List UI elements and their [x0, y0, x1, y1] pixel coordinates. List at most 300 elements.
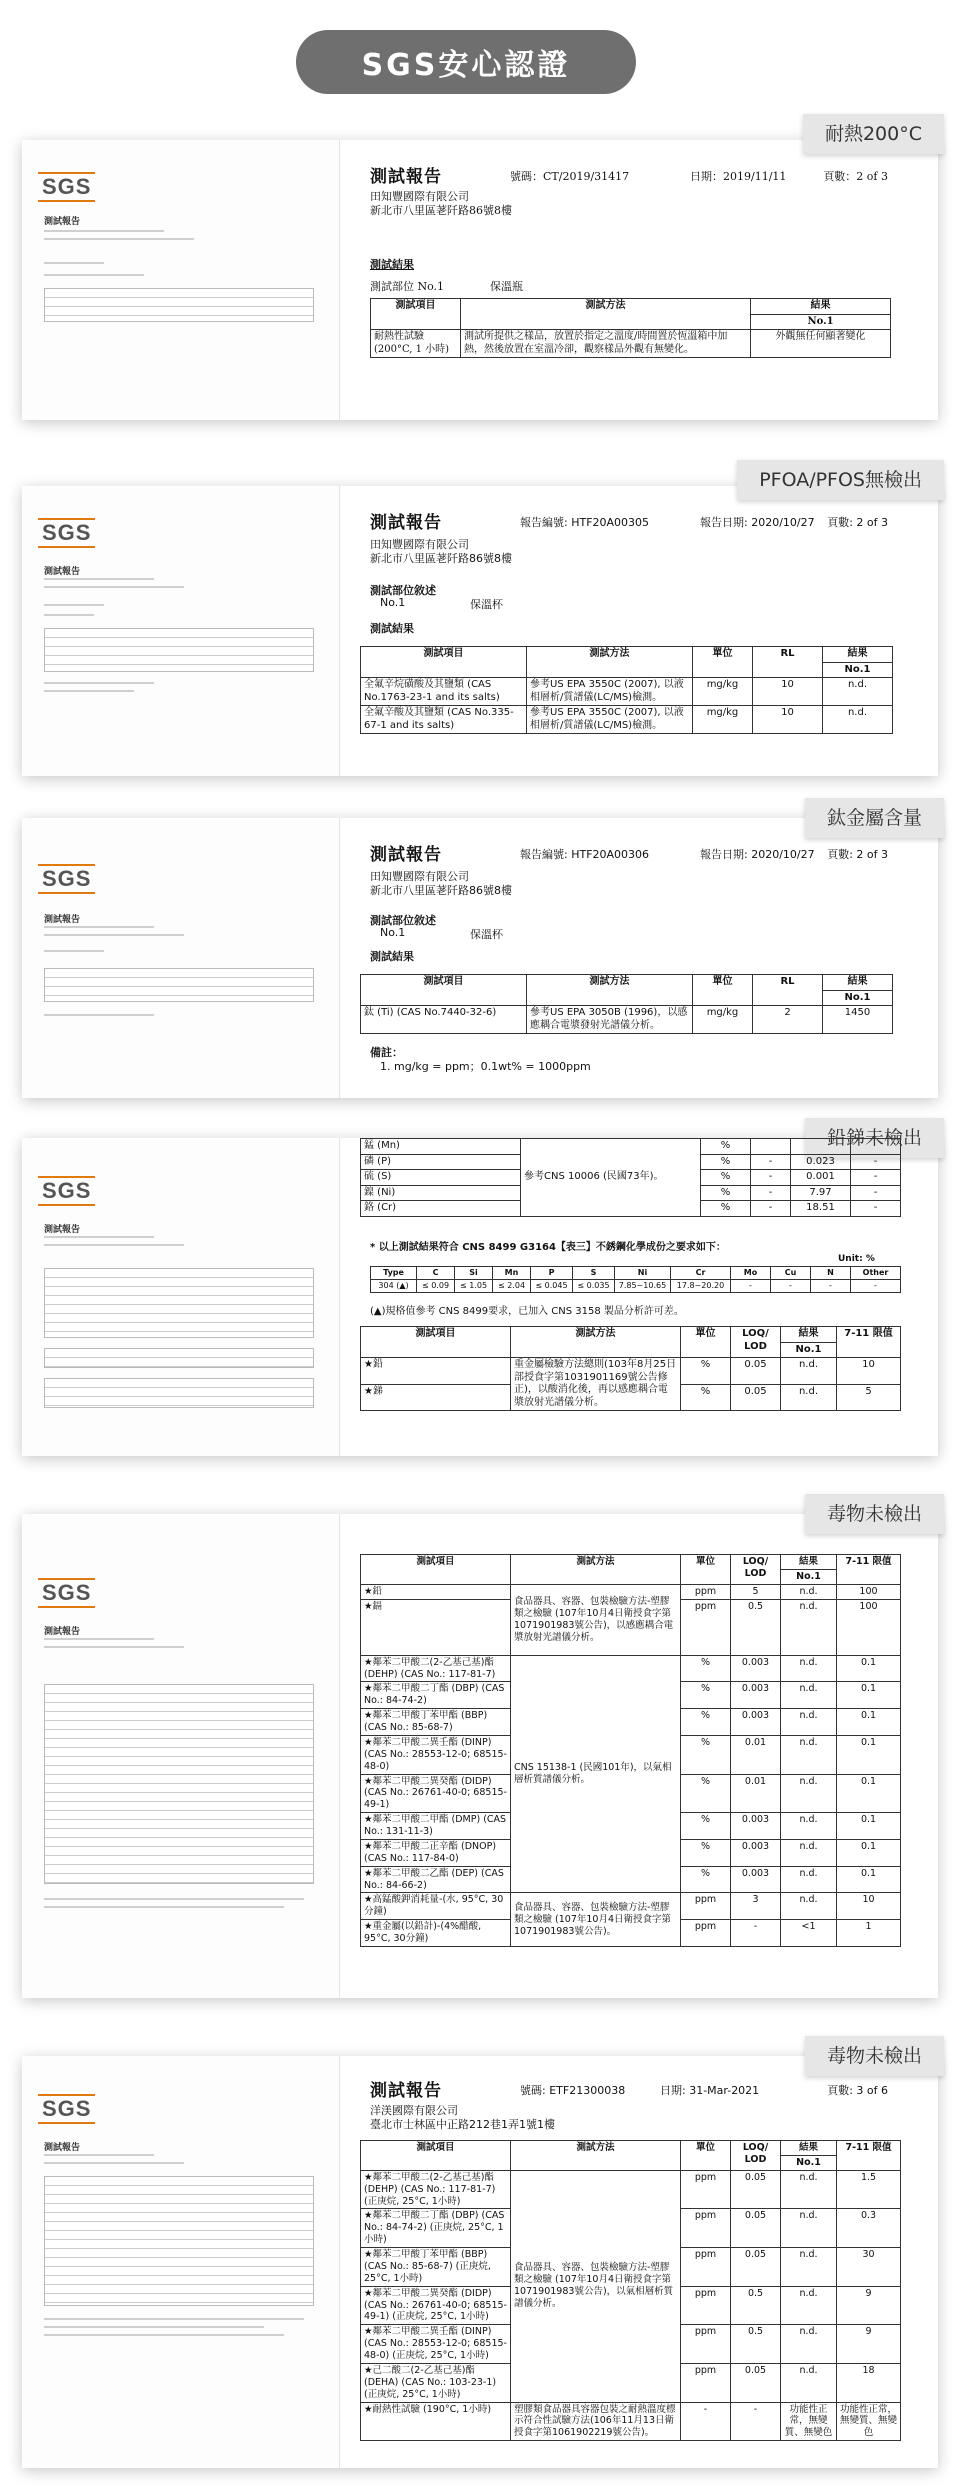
- table-cell: %: [681, 1866, 731, 1893]
- table-cell: ≤ 0.09: [417, 1280, 455, 1293]
- company-name: 田知豐國際有限公司: [370, 870, 469, 883]
- table-cell: 0.023: [791, 1154, 851, 1170]
- table-cell: n.d.: [823, 678, 893, 706]
- part-label: 測試部位敘述: [370, 914, 436, 927]
- table-cell: 0.5: [731, 1599, 781, 1655]
- table-cell: 參考US EPA 3550C (2007), 以液相層析/質譜儀(LC/MS)檢測。: [527, 678, 693, 706]
- page-title: SGS安心認證: [361, 48, 571, 83]
- table-cell: 0.3: [837, 2209, 901, 2248]
- table-cell: 耐熱性試驗 (200°C, 1 小時): [371, 330, 461, 358]
- table-cell: 參考US EPA 3550C (2007), 以液相層析/質譜儀(LC/MS)檢測。: [527, 706, 693, 734]
- table-header-cell: 結果: [781, 2141, 837, 2156]
- report-date: 日期：2019/11/11: [690, 170, 787, 183]
- table-cell: n.d.: [781, 1774, 837, 1813]
- report-date: 日期: 31-Mar-2021: [660, 2084, 760, 2097]
- results-table: [360, 1554, 901, 1947]
- table-header-cell: RL: [753, 647, 823, 678]
- triangle-note: (▲)規格值參考 CNS 8499要求，已加入 CNS 3158 製品分析許可差。: [370, 1306, 684, 1317]
- table-header-cell: S: [573, 1267, 615, 1280]
- table-cell: 0.05: [731, 1358, 781, 1385]
- table-header-cell: Cu: [771, 1267, 811, 1280]
- table-cell: 10: [837, 1893, 901, 1920]
- element-table: [360, 1138, 901, 1217]
- table-cell: 鈦 (Ti) (CAS No.7440-32-6): [361, 1006, 527, 1034]
- table-header-cell: 測試項目: [361, 2141, 511, 2171]
- company-address: 新北市八里區荖阡路86號8樓: [370, 204, 512, 217]
- table-header-cell: 測試方法: [527, 647, 693, 678]
- note-label: 備註：: [370, 1046, 403, 1059]
- table-cell: ★己二酸二(2-乙基己基)酯 (DEHA) (CAS No.: 103-23-1) (正庚烷, 25°C, 1小時): [361, 2363, 511, 2402]
- report-title: 測試報告: [370, 513, 442, 533]
- table-cell: 測試所提供之樣品，放置於指定之溫度/時間置於恆溫箱中加熱，然後放置在室溫冷卻，觀察樣品外觀有無變化。: [461, 330, 751, 358]
- table-cell: 2: [753, 1006, 823, 1034]
- table-cell: %: [701, 1154, 751, 1170]
- table-cell: n.d.: [781, 2209, 837, 2248]
- results-table: [370, 298, 891, 358]
- section-heading: 測試結果: [370, 622, 414, 635]
- company-address: 新北市八里區荖阡路86號8樓: [370, 884, 512, 897]
- table-row: [371, 1280, 901, 1293]
- report-date: 報告日期: 2020/10/27: [700, 848, 815, 861]
- report-card-heat: [22, 123, 938, 420]
- report-thumbnail: SGS 測試報告: [22, 2056, 340, 2468]
- table-cell: 100: [837, 1584, 901, 1599]
- table-header-cell: LOQ/ LOD: [731, 2141, 781, 2171]
- table-header-cell: Si: [455, 1267, 493, 1280]
- table-cell: 0.05: [731, 2170, 781, 2209]
- table-cell: 食品器具、容器、包裝檢驗方法-塑膠類之檢驗 (107年10月4日衛授食字第1071901983號公告)。: [511, 1893, 681, 1947]
- table-header-cell: No.1: [781, 1569, 837, 1584]
- table-cell: -: [751, 1154, 791, 1170]
- table-cell: %: [681, 1774, 731, 1813]
- table-cell: 1.5: [837, 2170, 901, 2209]
- table-header-cell: 測試方法: [527, 975, 693, 1006]
- table-cell: ★鄰苯二甲酸二(2-乙基己基)酯 (DEHP) (CAS No.: 117-81-7): [361, 1655, 511, 1682]
- table-cell: -: [811, 1280, 851, 1293]
- badge-lead-antimony: 鉛銻未檢出: [805, 1118, 944, 1158]
- table-cell: 參考US EPA 3050B (1996)，以感應耦合電漿發射光譜儀分析。: [527, 1006, 693, 1034]
- part-number: No.1: [380, 596, 406, 609]
- report-number: 號碼：CT/2019/31417: [510, 170, 630, 183]
- table-cell: 0.1: [837, 1813, 901, 1840]
- table-cell: n.d.: [781, 2325, 837, 2364]
- table-cell: ★鄰苯二甲酸二正辛酯 (DNOP) (CAS No.: 117-84-0): [361, 1839, 511, 1866]
- table-header-cell: No.1: [823, 990, 893, 1006]
- badge-heat-resistant: 耐熱200°C: [803, 114, 944, 154]
- table-header-cell: No.1: [823, 662, 893, 678]
- sgs-logo: SGS: [42, 1580, 92, 1605]
- table-header-cell: Ni: [615, 1267, 671, 1280]
- table-cell: -: [771, 1280, 811, 1293]
- table-cell: %: [681, 1839, 731, 1866]
- table-cell: 0.1: [837, 1709, 901, 1736]
- section-heading: 測試結果: [370, 950, 414, 963]
- table-cell: -: [751, 1185, 791, 1201]
- table-cell: 食品器具、容器、包裝檢驗方法-塑膠類之檢驗 (107年10月4日衛授食字第1071901983號公告)，以氣相層析質譜儀分析。: [511, 2170, 681, 2402]
- table-cell: 304 (▲): [371, 1280, 417, 1293]
- table-cell: 18: [837, 2363, 901, 2402]
- table-row: [361, 1006, 893, 1034]
- results-table: [360, 1326, 901, 1411]
- badge-pfoa-pfos: PFOA/PFOS無檢出: [737, 460, 944, 500]
- table-header-cell: N: [811, 1267, 851, 1280]
- table-row: [361, 1893, 901, 1920]
- table-cell: -: [751, 1201, 791, 1217]
- company-address: 臺北市士林區中正路212巷1弄1號1樓: [370, 2118, 555, 2131]
- report-title: 測試報告: [370, 845, 442, 865]
- table-cell: %: [681, 1682, 731, 1709]
- table-header-cell: 測試項目: [371, 299, 461, 330]
- part-name: 保溫杯: [470, 598, 503, 611]
- table-header-cell: P: [531, 1267, 573, 1280]
- badge-toxins: 毒物未檢出: [805, 1494, 944, 1534]
- report-page: 頁數: 3 of 6: [827, 2084, 888, 2097]
- table-cell: 100: [837, 1599, 901, 1655]
- table-cell: 鉻 (Cr): [361, 1201, 521, 1217]
- table-row: [361, 1655, 901, 1682]
- table-cell: -: [851, 1280, 901, 1293]
- table-cell: 0.1: [837, 1774, 901, 1813]
- sgs-title-pill: [296, 30, 636, 94]
- table-cell: 硫 (S): [361, 1170, 521, 1186]
- table-cell: 10: [753, 706, 823, 734]
- results-table: [360, 2140, 901, 2441]
- table-cell: <1: [781, 1920, 837, 1947]
- report-document: [360, 140, 898, 420]
- table-cell: 塑膠類食品器具容器包裝之耐熱溫度標示符合性試驗方法(106年11月13日衛授食字第1061902219號公告)。: [511, 2402, 681, 2441]
- table-header-cell: Type: [371, 1267, 417, 1280]
- report-document: [360, 2056, 898, 2468]
- table-cell: ★鄰苯二甲酸二(2-乙基己基)酯 (DEHP) (CAS No.: 117-81-7) (正庚烷, 25°C, 1小時): [361, 2170, 511, 2209]
- part-name: 保溫瓶: [490, 280, 523, 293]
- table-cell: 1: [837, 1920, 901, 1947]
- table-header-cell: LOQ/ LOD: [731, 1555, 781, 1585]
- table-cell: 重金屬檢驗方法總則(103年8月25日部授食字第1031901169號公告修正)，以酸消化後，再以感應耦合電漿放射光譜儀分析。: [511, 1358, 681, 1411]
- table-cell: ppm: [681, 1893, 731, 1920]
- table-header-cell: Mo: [731, 1267, 771, 1280]
- table-cell: -: [851, 1170, 901, 1186]
- table-cell: 7.85~10.65: [615, 1280, 671, 1293]
- table-cell: [791, 1139, 851, 1155]
- table-cell: %: [681, 1735, 731, 1774]
- report-page: 頁數: 2 of 3: [827, 848, 888, 861]
- table-cell: CNS 15138-1 (民國101年)，以氣相層析質譜儀分析。: [511, 1655, 681, 1893]
- table-cell: ppm: [681, 1920, 731, 1947]
- part-label: 測試部位敘述: [370, 584, 436, 597]
- table-cell: n.d.: [781, 1384, 837, 1411]
- note-text: 1. mg/kg = ppm；0.1wt% = 1000ppm: [380, 1060, 591, 1073]
- table-cell: 0.003: [731, 1655, 781, 1682]
- table-cell: 功能性正常，無變質、無變色: [837, 2402, 901, 2441]
- table-cell: n.d.: [781, 1813, 837, 1840]
- table-cell: 0.1: [837, 1839, 901, 1866]
- company-address: 新北市八里區荖阡路86號8樓: [370, 552, 512, 565]
- report-card-lead-antimony: [22, 1127, 938, 1456]
- table-cell: 0.003: [731, 1866, 781, 1893]
- part-label: 測試部位 No.1: [370, 280, 445, 293]
- table-cell: -: [731, 1920, 781, 1947]
- company-name: 田知豐國際有限公司: [370, 190, 469, 203]
- table-cell: [851, 1139, 901, 1155]
- table-header-cell: 結果: [751, 299, 891, 315]
- report-card-toxins-1: [22, 1503, 938, 1998]
- table-cell: ppm: [681, 1599, 731, 1655]
- table-header-cell: 測試項目: [361, 1555, 511, 1585]
- table-cell: ppm: [681, 2325, 731, 2364]
- table-header-cell: 7-11 限值: [837, 1555, 901, 1585]
- table-header-cell: 測試方法: [461, 299, 751, 330]
- table-row: [361, 2402, 901, 2441]
- table-cell: ★耐熱性試驗 (190°C, 1小時): [361, 2402, 511, 2441]
- table-cell: 0.003: [731, 1709, 781, 1736]
- report-thumbnail: SGS 測試報告: [22, 1138, 340, 1456]
- report-card-pfoa: [22, 469, 938, 776]
- part-number: No.1: [380, 926, 406, 939]
- table-cell: ★鄰苯二甲酸丁苯甲酯 (BBP) (CAS No.: 85-68-7): [361, 1709, 511, 1736]
- table-cell: ★鉛: [361, 1584, 511, 1599]
- table-cell: 0.1: [837, 1866, 901, 1893]
- table-header-cell: C: [417, 1267, 455, 1280]
- table-cell: -: [751, 1170, 791, 1186]
- company-name: 田知豐國際有限公司: [370, 538, 469, 551]
- report-document: [360, 1138, 898, 1456]
- table-cell: 0.05: [731, 1384, 781, 1411]
- table-cell: ★鄰苯二甲酸二異壬酯 (DINP) (CAS No.: 28553-12-0; 68515-48-0) (正庚烷, 25°C, 1小時): [361, 2325, 511, 2364]
- table-cell: 7.97: [791, 1185, 851, 1201]
- table-cell: n.d.: [781, 1655, 837, 1682]
- composition-table: [370, 1266, 901, 1293]
- cns-note: * 以上測試結果符合 CNS 8499 G3164【表三】不銹鋼化學成份之要求如下：: [370, 1242, 726, 1253]
- table-cell: %: [701, 1185, 751, 1201]
- unit-label: Unit: %: [838, 1254, 875, 1264]
- table-cell: n.d.: [781, 1839, 837, 1866]
- table-cell: ppm: [681, 2363, 731, 2402]
- table-cell: n.d.: [781, 2248, 837, 2287]
- table-cell: ★銻: [361, 1384, 511, 1411]
- table-cell: n.d.: [781, 1584, 837, 1599]
- table-cell: mg/kg: [693, 706, 753, 734]
- table-cell: -: [731, 1280, 771, 1293]
- table-cell: ppm: [681, 2170, 731, 2209]
- table-cell: 全氟辛酸及其鹽類 (CAS No.335-67-1 and its salts): [361, 706, 527, 734]
- table-cell: 0.5: [731, 2286, 781, 2325]
- table-cell: ≤ 0.045: [531, 1280, 573, 1293]
- results-table: [360, 974, 893, 1034]
- table-cell: 0.1: [837, 1735, 901, 1774]
- table-cell: ★鄰苯二甲酸二乙酯 (DEP) (CAS No.: 84-66-2): [361, 1866, 511, 1893]
- table-cell: ≤ 1.05: [455, 1280, 493, 1293]
- sgs-logo: SGS: [42, 1178, 92, 1203]
- table-cell: 0.05: [731, 2209, 781, 2248]
- report-page: 頁數: 2 of 3: [827, 516, 888, 529]
- company-name: 洋渼國際有限公司: [370, 2104, 458, 2117]
- table-cell: ★重金屬(以鉛計)-(4%醋酸, 95°C, 30分鐘): [361, 1920, 511, 1947]
- table-cell: n.d.: [781, 2286, 837, 2325]
- table-cell: 0.01: [731, 1735, 781, 1774]
- table-cell: %: [701, 1139, 751, 1155]
- table-cell: 0.5: [731, 2325, 781, 2364]
- table-cell: 磷 (P): [361, 1154, 521, 1170]
- table-cell: n.d.: [781, 1866, 837, 1893]
- table-cell: 9: [837, 2325, 901, 2364]
- table-cell: ★鄰苯二甲酸二異癸酯 (DIDP) (CAS No.: 26761-40-0; 68515-49-1) (正庚烷, 25°C, 1小時): [361, 2286, 511, 2325]
- report-number: 報告編號: HTF20A00306: [520, 848, 650, 861]
- table-header-cell: 測試項目: [361, 647, 527, 678]
- table-cell: n.d.: [781, 1599, 837, 1655]
- table-cell: 全氟辛烷磺酸及其鹽類 (CAS No.1763-23-1 and its salts): [361, 678, 527, 706]
- table-cell: 5: [731, 1584, 781, 1599]
- badge-toxins: 毒物未檢出: [805, 2036, 944, 2076]
- table-cell: ★鄰苯二甲酸二異壬酯 (DINP) (CAS No.: 28553-12-0; 68515-48-0): [361, 1735, 511, 1774]
- report-thumbnail: SGS 測試報告: [22, 140, 340, 420]
- table-row: [361, 1139, 901, 1155]
- table-header-cell: 測試方法: [511, 2141, 681, 2171]
- table-row: [361, 706, 893, 734]
- table-cell: n.d.: [781, 1735, 837, 1774]
- table-cell: 1450: [823, 1006, 893, 1034]
- table-cell: %: [681, 1384, 731, 1411]
- table-cell: 0.1: [837, 1682, 901, 1709]
- badge-titanium: 鈦金屬含量: [805, 798, 944, 838]
- table-cell: ★鄰苯二甲酸二丁酯 (DBP) (CAS No.: 84-74-2) (正庚烷, 25°C, 1小時): [361, 2209, 511, 2248]
- report-title: 測試報告: [370, 2081, 442, 2101]
- report-thumbnail: SGS 測試報告: [22, 1514, 340, 1998]
- table-cell: 鎳 (Ni): [361, 1185, 521, 1201]
- part-name: 保溫杯: [470, 928, 503, 941]
- table-cell: ★鉛: [361, 1358, 511, 1385]
- table-header-cell: 測試項目: [361, 1327, 511, 1358]
- table-cell: -: [851, 1185, 901, 1201]
- report-thumbnail: SGS 測試報告: [22, 486, 340, 776]
- table-header-cell: 7-11 限值: [837, 2141, 901, 2171]
- table-cell: ppm: [681, 2209, 731, 2248]
- report-card-toxins-2: [22, 2045, 938, 2468]
- table-row: [361, 678, 893, 706]
- section-heading: 測試結果: [370, 258, 414, 271]
- report-document: [360, 1514, 898, 1998]
- table-header-cell: 結果: [823, 647, 893, 663]
- table-row: [361, 1358, 901, 1385]
- table-header-cell: 測試方法: [511, 1555, 681, 1585]
- report-title: 測試報告: [370, 167, 442, 187]
- table-cell: n.d.: [823, 706, 893, 734]
- table-cell: n.d.: [781, 1893, 837, 1920]
- table-header-cell: 結果: [781, 1327, 837, 1343]
- table-cell: ★鄰苯二甲酸二甲酯 (DMP) (CAS No.: 131-11-3): [361, 1813, 511, 1840]
- table-cell: 30: [837, 2248, 901, 2287]
- table-header-cell: 7-11 限值: [837, 1327, 901, 1358]
- table-cell: n.d.: [781, 1682, 837, 1709]
- table-cell: ≤ 2.04: [493, 1280, 531, 1293]
- table-cell: 0.01: [731, 1774, 781, 1813]
- report-page: 頁數：2 of 3: [823, 170, 888, 183]
- table-cell: mg/kg: [693, 678, 753, 706]
- table-cell: 0.001: [791, 1170, 851, 1186]
- report-thumbnail: SGS 測試報告: [22, 818, 340, 1098]
- table-header-cell: 單位: [693, 647, 753, 678]
- table-cell: %: [681, 1358, 731, 1385]
- table-cell: -: [681, 2402, 731, 2441]
- table-cell: 0.05: [731, 2248, 781, 2287]
- table-cell: ≤ 0.035: [573, 1280, 615, 1293]
- report-number: 號碼: ETF21300038: [520, 2084, 626, 2097]
- table-header-cell: 單位: [681, 2141, 731, 2171]
- table-row: [361, 1584, 901, 1599]
- table-cell: [751, 1139, 791, 1155]
- table-cell: 錳 (Mn): [361, 1139, 521, 1155]
- table-header-cell: Other: [851, 1267, 901, 1280]
- table-cell: 18.51: [791, 1201, 851, 1217]
- table-cell: 外觀無任何顯著變化: [751, 330, 891, 358]
- table-cell: ★鄰苯二甲酸丁苯甲酯 (BBP) (CAS No.: 85-68-7) (正庚烷, 25°C, 1小時): [361, 2248, 511, 2287]
- table-cell: mg/kg: [693, 1006, 753, 1034]
- sgs-logo: SGS: [42, 520, 92, 545]
- table-cell: 0.05: [731, 2363, 781, 2402]
- results-table: [360, 646, 893, 734]
- table-header-cell: No.1: [781, 1342, 837, 1358]
- table-header-cell: 單位: [693, 975, 753, 1006]
- table-cell: 9: [837, 2286, 901, 2325]
- table-cell: ★高錳酸鉀消耗量-(水, 95°C, 30分鐘): [361, 1893, 511, 1920]
- table-header-cell: 單位: [681, 1555, 731, 1585]
- table-cell: 17.8~20.20: [671, 1280, 731, 1293]
- table-cell: ★鄰苯二甲酸二異癸酯 (DIDP) (CAS No.: 26761-40-0; 68515-49-1): [361, 1774, 511, 1813]
- table-cell: 0.1: [837, 1655, 901, 1682]
- table-cell: 參考CNS 10006 (民國73年)。: [521, 1139, 701, 1217]
- table-header-cell: 結果: [823, 975, 893, 991]
- table-cell: %: [701, 1201, 751, 1217]
- table-header-cell: 單位: [681, 1327, 731, 1358]
- table-header-cell: 結果: [781, 1555, 837, 1570]
- table-cell: -: [851, 1201, 901, 1217]
- table-header-cell: RL: [753, 975, 823, 1006]
- table-cell: ppm: [681, 2248, 731, 2287]
- table-header-cell: 測試方法: [511, 1327, 681, 1358]
- table-cell: 0.003: [731, 1682, 781, 1709]
- table-cell: %: [681, 1813, 731, 1840]
- table-cell: 0.003: [731, 1813, 781, 1840]
- sgs-logo: SGS: [42, 866, 92, 891]
- table-row: [371, 330, 891, 358]
- table-cell: 食品器具、容器、包裝檢驗方法-塑膠類之檢驗 (107年10月4日衛授食字第1071901983號公告)，以感應耦合電漿放射光譜儀分析。: [511, 1584, 681, 1655]
- table-cell: 10: [753, 678, 823, 706]
- table-cell: 10: [837, 1358, 901, 1385]
- table-row: [361, 2170, 901, 2209]
- table-cell: %: [681, 1655, 731, 1682]
- table-cell: ppm: [681, 2286, 731, 2325]
- table-cell: -: [851, 1154, 901, 1170]
- table-cell: -: [731, 2402, 781, 2441]
- table-cell: n.d.: [781, 2170, 837, 2209]
- table-cell: %: [681, 1709, 731, 1736]
- table-header-cell: No.1: [751, 314, 891, 330]
- table-cell: n.d.: [781, 1358, 837, 1385]
- sgs-logo: SGS: [42, 2096, 92, 2121]
- table-cell: ppm: [681, 1584, 731, 1599]
- sgs-logo: SGS: [42, 174, 92, 199]
- report-number: 報告編號: HTF20A00305: [520, 516, 650, 529]
- table-cell: n.d.: [781, 1709, 837, 1736]
- table-header-cell: Mn: [493, 1267, 531, 1280]
- table-header-cell: 測試項目: [361, 975, 527, 1006]
- table-cell: n.d.: [781, 2363, 837, 2402]
- table-cell: ★鎘: [361, 1599, 511, 1655]
- report-date: 報告日期: 2020/10/27: [700, 516, 815, 529]
- table-header-cell: Cr: [671, 1267, 731, 1280]
- table-cell: 5: [837, 1384, 901, 1411]
- table-cell: ★鄰苯二甲酸二丁酯 (DBP) (CAS No.: 84-74-2): [361, 1682, 511, 1709]
- table-cell: 功能性正常，無變質、無變色: [781, 2402, 837, 2441]
